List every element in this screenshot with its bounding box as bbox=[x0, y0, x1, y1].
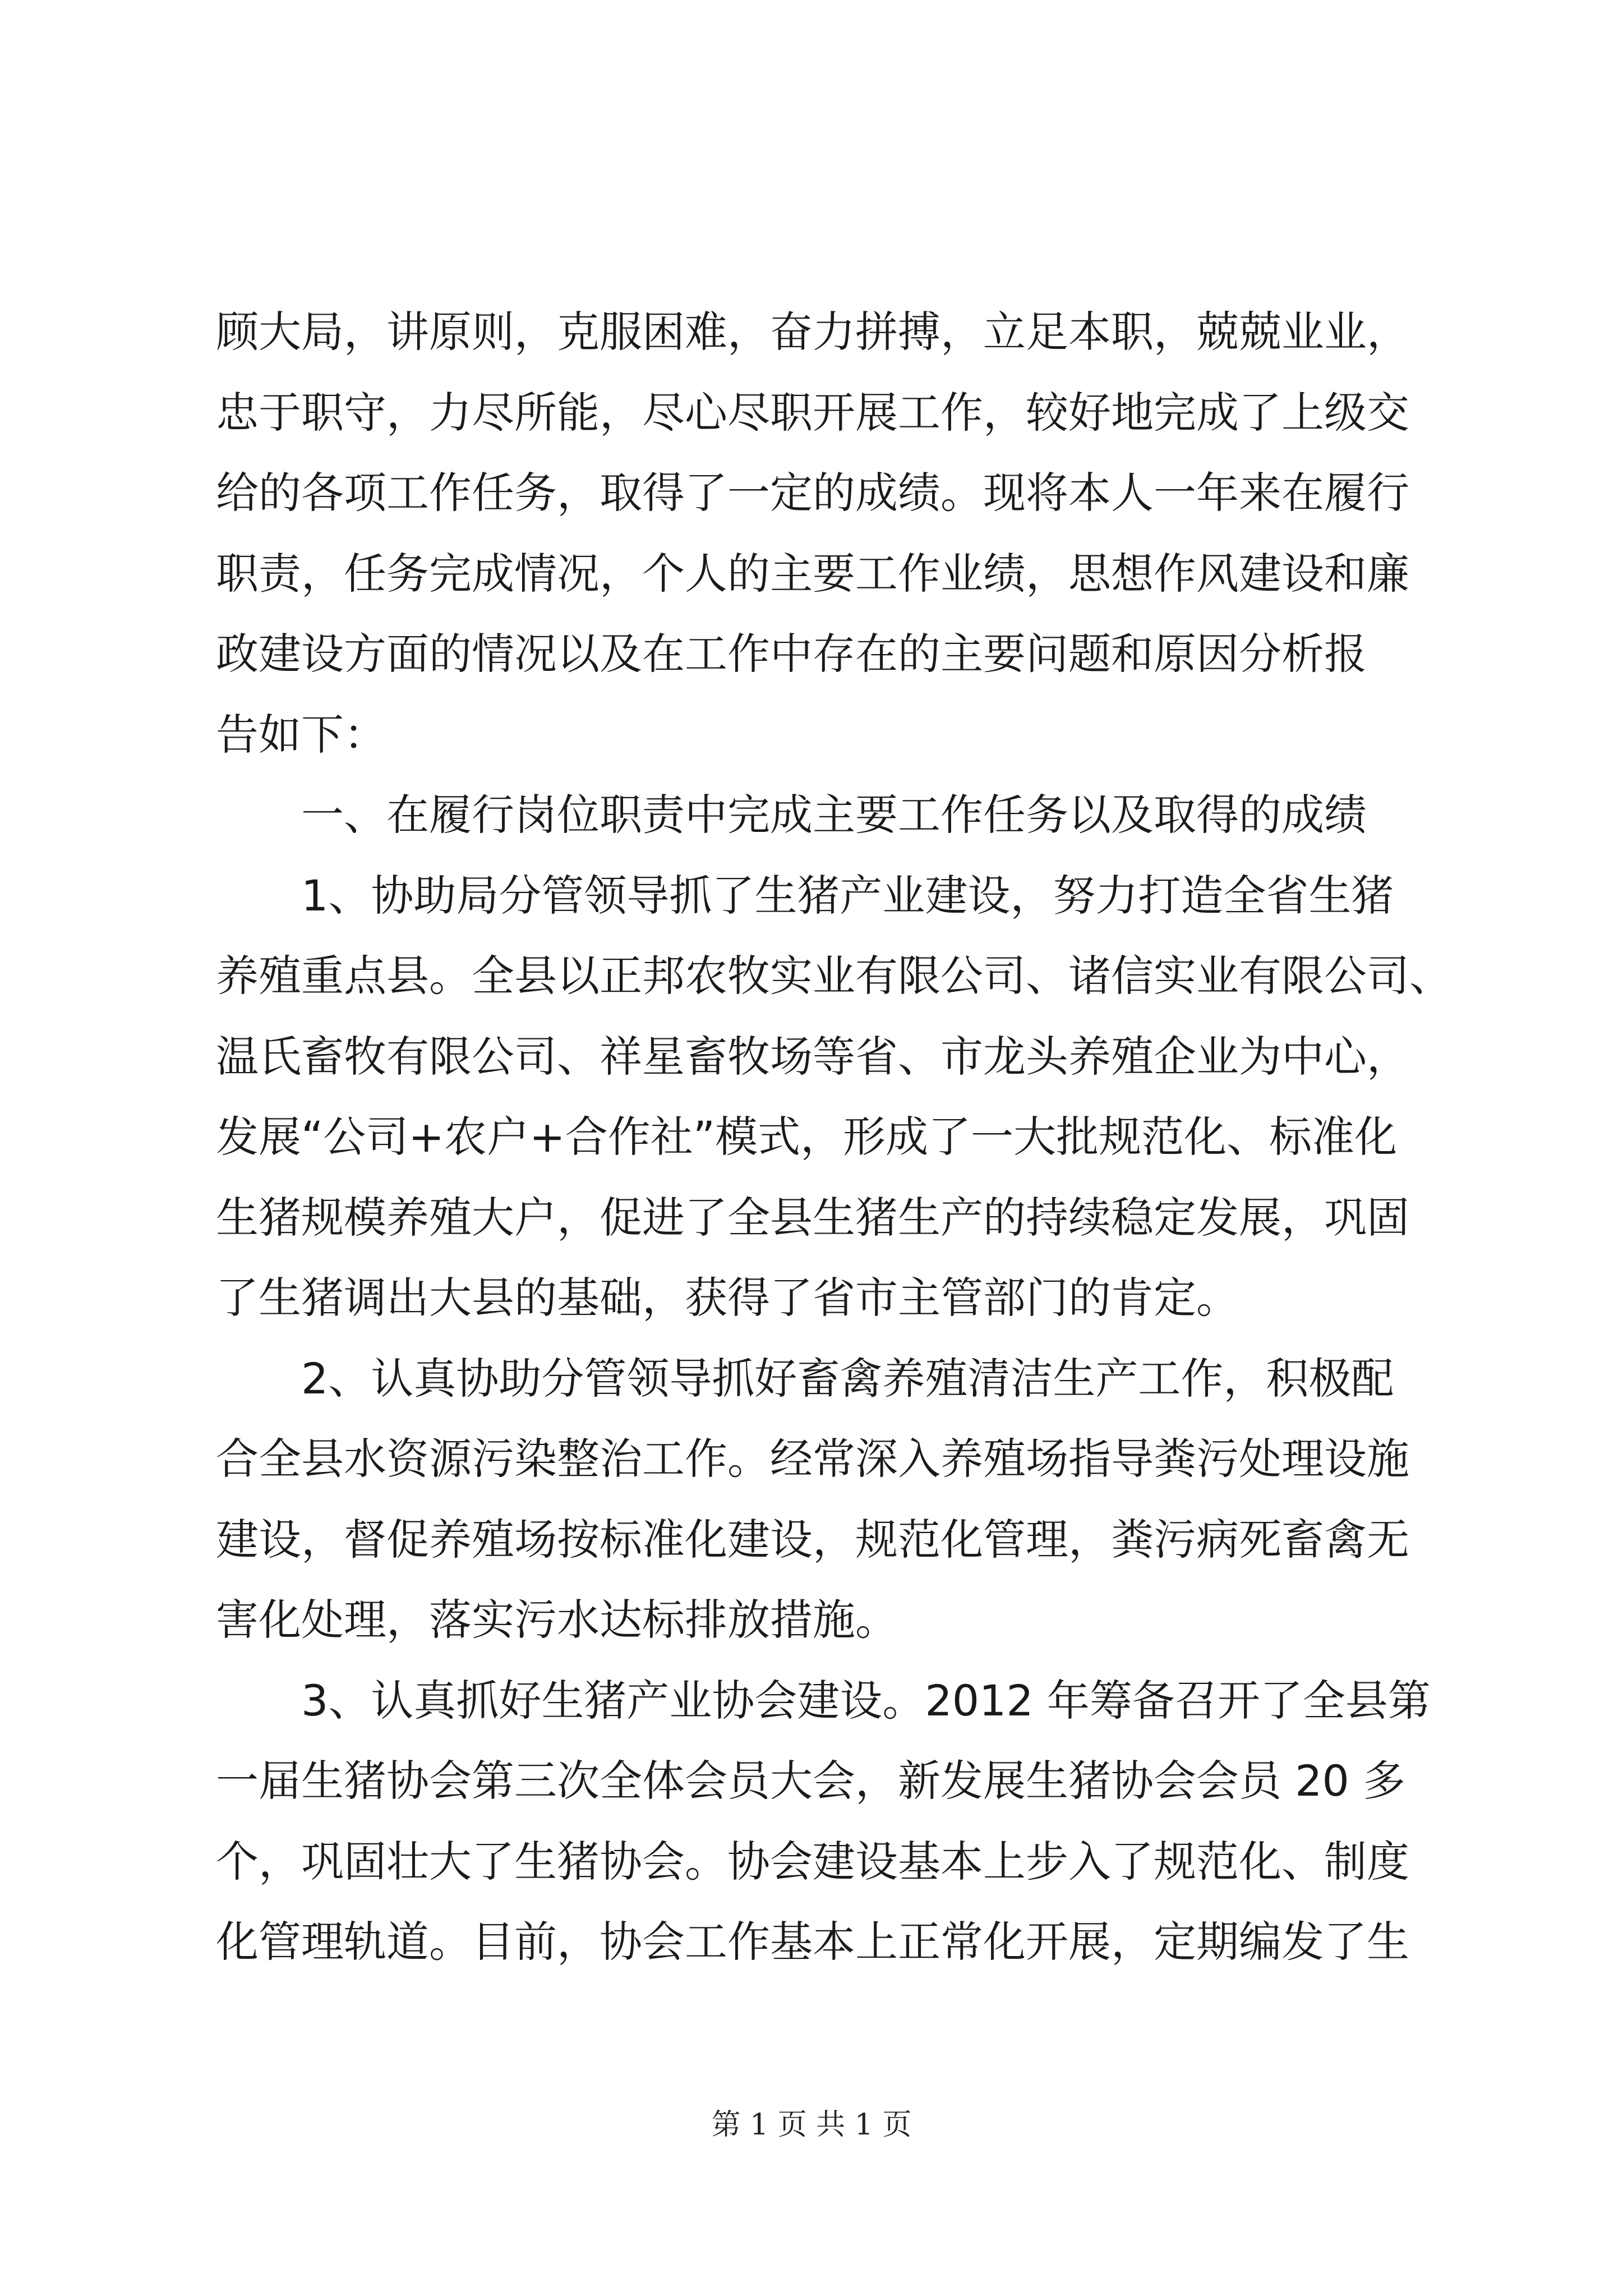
text-line: 3、认真抓好生猪产业协会建设。2012 年筹备召开了全县第 bbox=[216, 1675, 1431, 1726]
text-line: 告如下： bbox=[216, 709, 386, 760]
text-line: 给的各项工作任务，取得了一定的成绩。现将本人一年来在履行 bbox=[216, 468, 1409, 518]
text-line: 2、认真协助分管领导抓好畜禽养殖清洁生产工作，积极配 bbox=[216, 1353, 1394, 1404]
text-line: 害化处理，落实污水达标排放措施。 bbox=[216, 1595, 898, 1645]
text-line: 一届生猪协会第三次全体会员大会，新发展生猪协会会员 20 多 bbox=[216, 1756, 1406, 1806]
text-line: 发展“公司+农户+合作社”模式，形成了一大批规范化、标准化 bbox=[216, 1112, 1398, 1162]
text-line: 政建设方面的情况以及在工作中存在的主要问题和原因分析报 bbox=[216, 629, 1367, 679]
text-line: 忠于职守，力尽所能，尽心尽职开展工作，较好地完成了上级交 bbox=[216, 387, 1409, 438]
text-line: 1、协助局分管领导抓了生猪产业建设，努力打造全省生猪 bbox=[216, 870, 1394, 921]
text-line: 建设，督促养殖场按标准化建设，规范化管理，粪污病死畜禽无 bbox=[216, 1514, 1409, 1565]
page-number-footer: 第 1 页 共 1 页 bbox=[711, 2108, 912, 2142]
text-line: 合全县水资源污染整治工作。经常深入养殖场指导粪污处理设施 bbox=[216, 1434, 1409, 1484]
text-line: 温氏畜牧有限公司、祥星畜牧场等省、市龙头养殖企业为中心， bbox=[216, 1031, 1409, 1082]
text-line: 职责，任务完成情况，个人的主要工作业绩，思想作风建设和廉 bbox=[216, 548, 1409, 599]
text-line: 了生猪调出大县的基础，获得了省市主管部门的肯定。 bbox=[216, 1273, 1239, 1323]
text-line: 生猪规模养殖大户，促进了全县生猪生产的持续稳定发展，巩固 bbox=[216, 1192, 1409, 1243]
section-heading: 一、在履行岗位职责中完成主要工作任务以及取得的成绩 bbox=[216, 790, 1367, 840]
text-line: 个，巩固壮大了生猪协会。协会建设基本上步入了规范化、制度 bbox=[216, 1836, 1409, 1887]
text-line: 养殖重点县。全县以正邦农牧实业有限公司、诸信实业有限公司、 bbox=[216, 951, 1452, 1001]
body-text bbox=[216, 292, 1452, 1982]
text-line: 顾大局，讲原则，克服困难，奋力拼搏，立足本职，兢兢业业， bbox=[216, 307, 1409, 357]
text-line: 化管理轨道。目前，协会工作基本上正常化开展，定期编发了生 bbox=[216, 1917, 1409, 1967]
